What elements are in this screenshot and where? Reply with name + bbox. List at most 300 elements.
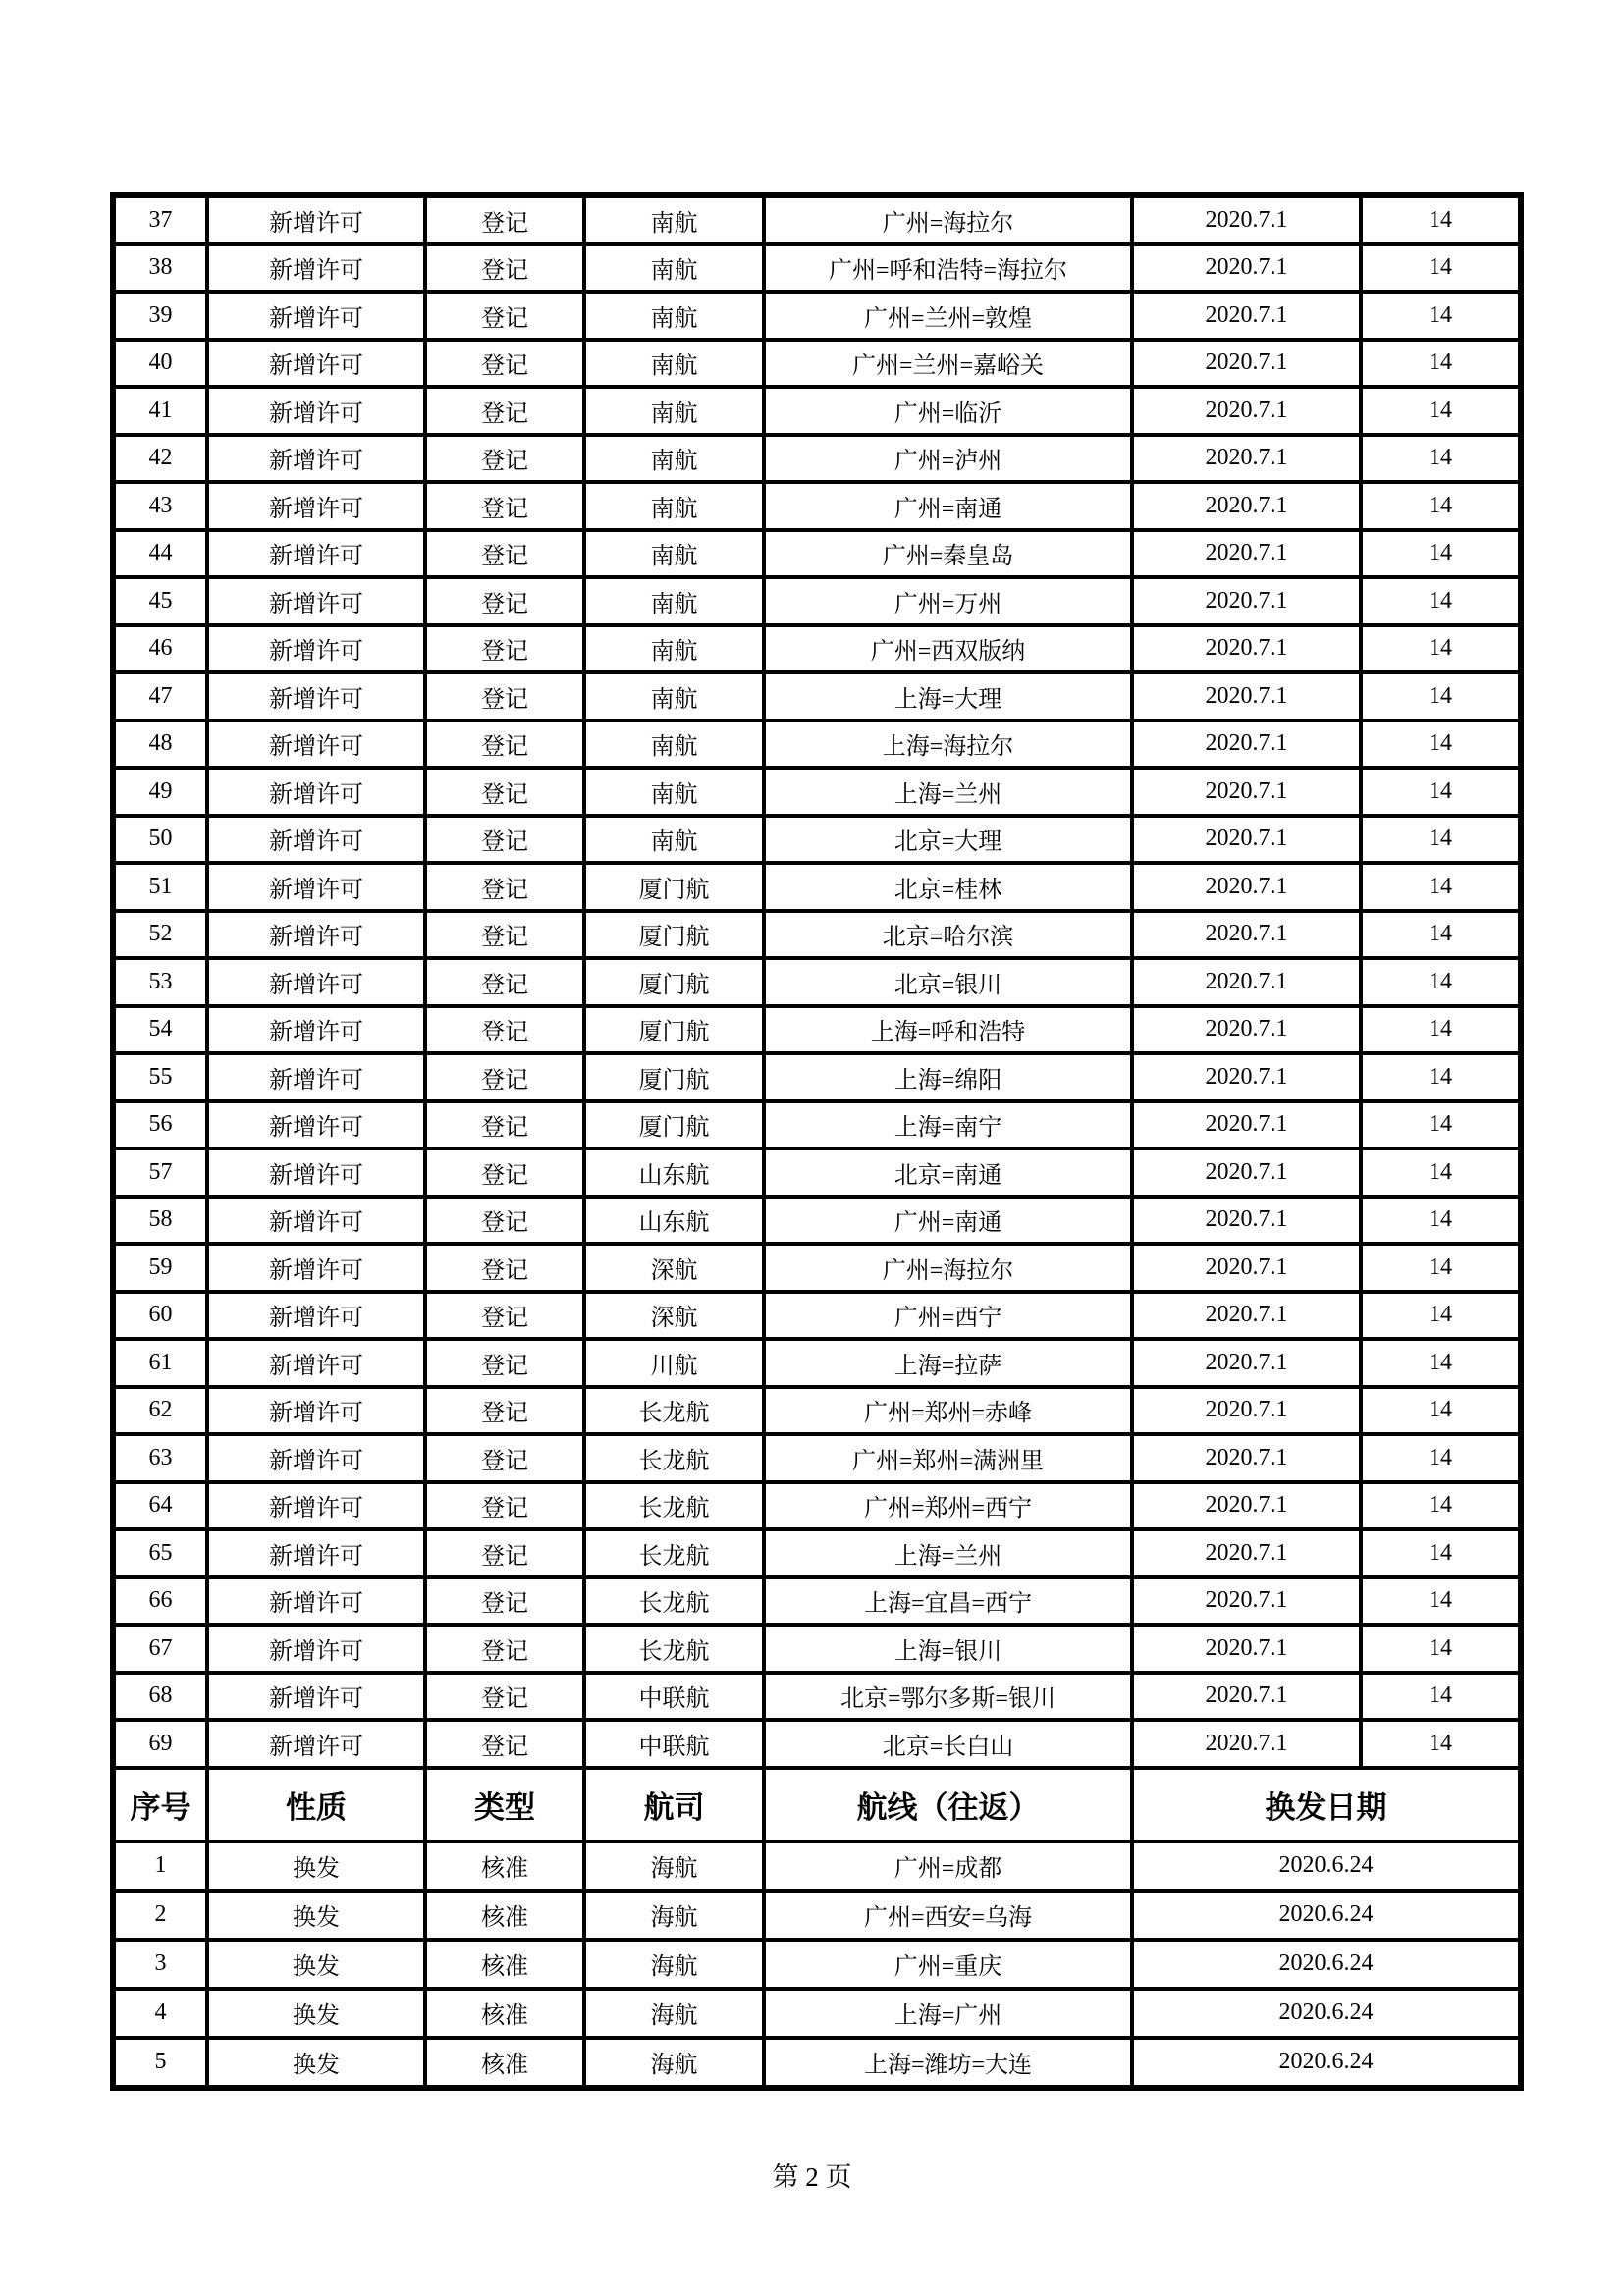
cell-date: 2020.7.1	[1132, 292, 1361, 340]
cell-route: 广州=万州	[764, 577, 1132, 625]
table-row	[113, 2038, 1521, 2088]
cell-date: 2020.6.24	[1132, 1842, 1521, 1891]
cell-airline: 海航	[584, 2038, 764, 2088]
cell-days: 14	[1361, 1006, 1521, 1054]
cell-seq: 50	[113, 816, 207, 864]
cell-seq: 49	[113, 768, 207, 816]
table-row	[113, 482, 1521, 530]
cell-days: 14	[1361, 387, 1521, 435]
cell-nature: 新增许可	[207, 911, 425, 959]
cell-airline: 中联航	[584, 1673, 764, 1721]
cell-seq: 58	[113, 1197, 207, 1245]
cell-airline: 南航	[584, 721, 764, 769]
table-row	[113, 1989, 1521, 2038]
cell-days: 14	[1361, 721, 1521, 769]
cell-nature: 新增许可	[207, 816, 425, 864]
cell-days: 14	[1361, 1148, 1521, 1197]
cell-seq: 64	[113, 1482, 207, 1530]
cell-date: 2020.7.1	[1132, 1673, 1361, 1721]
cell-route: 北京=鄂尔多斯=银川	[764, 1673, 1132, 1721]
cell-airline: 南航	[584, 195, 764, 244]
page-number: 第 2 页	[772, 2163, 852, 2192]
cell-airline: 长龙航	[584, 1529, 764, 1577]
cell-days: 14	[1361, 435, 1521, 483]
cell-airline: 南航	[584, 672, 764, 721]
cell-airline: 厦门航	[584, 1053, 764, 1101]
cell-type: 登记	[425, 482, 584, 530]
cell-date: 2020.7.1	[1132, 1292, 1361, 1340]
cell-airline: 海航	[584, 1891, 764, 1940]
cell-seq: 67	[113, 1625, 207, 1673]
cell-days: 14	[1361, 625, 1521, 673]
cell-nature: 换发	[207, 1891, 425, 1940]
cell-type: 登记	[425, 577, 584, 625]
cell-route: 上海=绵阳	[764, 1053, 1132, 1101]
cell-route: 广州=海拉尔	[764, 1244, 1132, 1292]
cell-nature: 换发	[207, 1989, 425, 2038]
cell-seq: 45	[113, 577, 207, 625]
cell-nature: 新增许可	[207, 340, 425, 388]
cell-date: 2020.7.1	[1132, 1720, 1361, 1768]
cell-days: 14	[1361, 244, 1521, 293]
cell-date: 2020.7.1	[1132, 1387, 1361, 1435]
table-row	[113, 1577, 1521, 1626]
table-row	[113, 195, 1521, 244]
cell-type: 登记	[425, 721, 584, 769]
cell-days: 14	[1361, 1720, 1521, 1768]
cell-type: 登记	[425, 1292, 584, 1340]
cell-route: 上海=南宁	[764, 1101, 1132, 1149]
cell-type: 核准	[425, 1891, 584, 1940]
cell-seq: 52	[113, 911, 207, 959]
cell-seq: 66	[113, 1577, 207, 1626]
cell-type: 核准	[425, 1842, 584, 1891]
table-row	[113, 1482, 1521, 1530]
cell-nature: 新增许可	[207, 435, 425, 483]
cell-airline: 长龙航	[584, 1387, 764, 1435]
table-row	[113, 435, 1521, 483]
cell-nature: 新增许可	[207, 768, 425, 816]
header-row	[113, 1768, 1521, 1842]
table-row	[113, 1891, 1521, 1940]
cell-route: 广州=成都	[764, 1842, 1132, 1891]
cell-seq: 41	[113, 387, 207, 435]
cell-nature: 新增许可	[207, 1387, 425, 1435]
header-route: 航线（往返）	[764, 1768, 1132, 1842]
cell-seq: 5	[113, 2038, 207, 2088]
cell-nature: 新增许可	[207, 1673, 425, 1721]
cell-route: 广州=南通	[764, 482, 1132, 530]
cell-type: 登记	[425, 1625, 584, 1673]
cell-days: 14	[1361, 1053, 1521, 1101]
cell-date: 2020.7.1	[1132, 721, 1361, 769]
cell-date: 2020.7.1	[1132, 911, 1361, 959]
cell-type: 登记	[425, 958, 584, 1006]
cell-seq: 47	[113, 672, 207, 721]
cell-type: 核准	[425, 1940, 584, 1989]
cell-route: 北京=长白山	[764, 1720, 1132, 1768]
cell-seq: 39	[113, 292, 207, 340]
cell-type: 登记	[425, 1673, 584, 1721]
cell-airline: 长龙航	[584, 1434, 764, 1482]
cell-date: 2020.7.1	[1132, 625, 1361, 673]
table-row	[113, 1053, 1521, 1101]
cell-seq: 68	[113, 1673, 207, 1721]
cell-type: 登记	[425, 1244, 584, 1292]
cell-date: 2020.7.1	[1132, 1339, 1361, 1387]
cell-days: 14	[1361, 530, 1521, 578]
cell-days: 14	[1361, 816, 1521, 864]
cell-nature: 新增许可	[207, 1148, 425, 1197]
cell-date: 2020.7.1	[1132, 435, 1361, 483]
cell-route: 上海=大理	[764, 672, 1132, 721]
cell-days: 14	[1361, 1673, 1521, 1721]
cell-nature: 新增许可	[207, 1339, 425, 1387]
header-nature: 性质	[207, 1768, 425, 1842]
cell-seq: 43	[113, 482, 207, 530]
cell-nature: 新增许可	[207, 672, 425, 721]
cell-nature: 新增许可	[207, 1434, 425, 1482]
cell-days: 14	[1361, 577, 1521, 625]
cell-airline: 南航	[584, 292, 764, 340]
table-row	[113, 911, 1521, 959]
cell-airline: 南航	[584, 435, 764, 483]
cell-nature: 新增许可	[207, 1101, 425, 1149]
cell-type: 登记	[425, 1482, 584, 1530]
cell-date: 2020.7.1	[1132, 1244, 1361, 1292]
cell-type: 登记	[425, 1434, 584, 1482]
cell-days: 14	[1361, 1244, 1521, 1292]
cell-route: 上海=呼和浩特	[764, 1006, 1132, 1054]
table-row	[113, 530, 1521, 578]
cell-route: 广州=南通	[764, 1197, 1132, 1245]
cell-date: 2020.6.24	[1132, 1989, 1521, 2038]
cell-type: 登记	[425, 1339, 584, 1387]
cell-airline: 长龙航	[584, 1625, 764, 1673]
cell-date: 2020.6.24	[1132, 2038, 1521, 2088]
cell-date: 2020.7.1	[1132, 195, 1361, 244]
cell-seq: 63	[113, 1434, 207, 1482]
cell-seq: 59	[113, 1244, 207, 1292]
cell-nature: 新增许可	[207, 244, 425, 293]
cell-date: 2020.7.1	[1132, 1148, 1361, 1197]
cell-route: 广州=兰州=嘉峪关	[764, 340, 1132, 388]
cell-date: 2020.7.1	[1132, 958, 1361, 1006]
header-airline: 航司	[584, 1768, 764, 1842]
cell-nature: 新增许可	[207, 721, 425, 769]
cell-type: 登记	[425, 195, 584, 244]
table-row	[113, 1387, 1521, 1435]
cell-airline: 中联航	[584, 1720, 764, 1768]
cell-airline: 厦门航	[584, 958, 764, 1006]
cell-date: 2020.7.1	[1132, 1482, 1361, 1530]
cell-nature: 换发	[207, 1940, 425, 1989]
cell-type: 登记	[425, 863, 584, 911]
cell-route: 上海=银川	[764, 1625, 1132, 1673]
cell-route: 广州=西宁	[764, 1292, 1132, 1340]
table-row	[113, 1292, 1521, 1340]
cell-days: 14	[1361, 195, 1521, 244]
cell-airline: 海航	[584, 1989, 764, 2038]
cell-nature: 新增许可	[207, 577, 425, 625]
cell-route: 北京=南通	[764, 1148, 1132, 1197]
cell-days: 14	[1361, 911, 1521, 959]
cell-airline: 南航	[584, 530, 764, 578]
table-row	[113, 672, 1521, 721]
table-row	[113, 1720, 1521, 1768]
cell-route: 广州=郑州=满洲里	[764, 1434, 1132, 1482]
cell-route: 上海=兰州	[764, 1529, 1132, 1577]
cell-date: 2020.7.1	[1132, 672, 1361, 721]
cell-route: 上海=海拉尔	[764, 721, 1132, 769]
cell-route: 广州=秦皇岛	[764, 530, 1132, 578]
header-seq: 序号	[113, 1768, 207, 1842]
cell-seq: 1	[113, 1842, 207, 1891]
cell-airline: 南航	[584, 387, 764, 435]
cell-seq: 42	[113, 435, 207, 483]
cell-airline: 厦门航	[584, 911, 764, 959]
table-row	[113, 863, 1521, 911]
cell-days: 14	[1361, 1482, 1521, 1530]
cell-seq: 56	[113, 1101, 207, 1149]
cell-seq: 53	[113, 958, 207, 1006]
cell-days: 14	[1361, 768, 1521, 816]
cell-date: 2020.7.1	[1132, 577, 1361, 625]
cell-route: 北京=大理	[764, 816, 1132, 864]
cell-type: 登记	[425, 768, 584, 816]
cell-seq: 40	[113, 340, 207, 388]
cell-seq: 62	[113, 1387, 207, 1435]
cell-date: 2020.7.1	[1132, 482, 1361, 530]
table-row	[113, 1673, 1521, 1721]
table-row	[113, 768, 1521, 816]
cell-airline: 山东航	[584, 1148, 764, 1197]
cell-days: 14	[1361, 863, 1521, 911]
cell-seq: 2	[113, 1891, 207, 1940]
cell-route: 广州=呼和浩特=海拉尔	[764, 244, 1132, 293]
cell-seq: 51	[113, 863, 207, 911]
cell-type: 登记	[425, 1720, 584, 1768]
cell-route: 广州=海拉尔	[764, 195, 1132, 244]
table-row	[113, 292, 1521, 340]
cell-date: 2020.7.1	[1132, 387, 1361, 435]
cell-seq: 48	[113, 721, 207, 769]
cell-route: 上海=拉萨	[764, 1339, 1132, 1387]
table-row	[113, 625, 1521, 673]
table-row	[113, 958, 1521, 1006]
cell-seq: 54	[113, 1006, 207, 1054]
cell-days: 14	[1361, 1339, 1521, 1387]
cell-airline: 深航	[584, 1292, 764, 1340]
cell-days: 14	[1361, 292, 1521, 340]
cell-type: 核准	[425, 2038, 584, 2088]
header-reissue-date: 换发日期	[1132, 1768, 1521, 1842]
reissue-section	[113, 1842, 1521, 2088]
table-row	[113, 1244, 1521, 1292]
cell-date: 2020.6.24	[1132, 1940, 1521, 1989]
cell-nature: 新增许可	[207, 625, 425, 673]
cell-date: 2020.7.1	[1132, 816, 1361, 864]
cell-days: 14	[1361, 1625, 1521, 1673]
cell-nature: 换发	[207, 2038, 425, 2088]
table-row	[113, 1529, 1521, 1577]
cell-route: 北京=桂林	[764, 863, 1132, 911]
cell-airline: 南航	[584, 816, 764, 864]
cell-nature: 新增许可	[207, 863, 425, 911]
cell-days: 14	[1361, 482, 1521, 530]
cell-seq: 69	[113, 1720, 207, 1768]
cell-date: 2020.6.24	[1132, 1891, 1521, 1940]
cell-route: 广州=西安=乌海	[764, 1891, 1132, 1940]
table-row	[113, 244, 1521, 293]
cell-type: 登记	[425, 435, 584, 483]
table-row	[113, 1940, 1521, 1989]
table-row	[113, 1006, 1521, 1054]
cell-seq: 38	[113, 244, 207, 293]
cell-nature: 新增许可	[207, 1577, 425, 1626]
cell-nature: 新增许可	[207, 1053, 425, 1101]
cell-seq: 55	[113, 1053, 207, 1101]
cell-route: 上海=宜昌=西宁	[764, 1577, 1132, 1626]
cell-airline: 南航	[584, 482, 764, 530]
cell-seq: 44	[113, 530, 207, 578]
cell-nature: 新增许可	[207, 1625, 425, 1673]
cell-date: 2020.7.1	[1132, 768, 1361, 816]
table-row	[113, 1101, 1521, 1149]
cell-days: 14	[1361, 1577, 1521, 1626]
cell-nature: 新增许可	[207, 482, 425, 530]
cell-type: 登记	[425, 387, 584, 435]
cell-type: 登记	[425, 625, 584, 673]
cell-nature: 新增许可	[207, 292, 425, 340]
cell-nature: 新增许可	[207, 195, 425, 244]
cell-nature: 新增许可	[207, 1006, 425, 1054]
cell-route: 上海=广州	[764, 1989, 1132, 2038]
cell-type: 登记	[425, 292, 584, 340]
cell-date: 2020.7.1	[1132, 1197, 1361, 1245]
cell-nature: 新增许可	[207, 387, 425, 435]
new-permit-section	[113, 195, 1521, 1768]
cell-nature: 新增许可	[207, 1292, 425, 1340]
cell-date: 2020.7.1	[1132, 244, 1361, 293]
table-row	[113, 721, 1521, 769]
cell-date: 2020.7.1	[1132, 1053, 1361, 1101]
cell-route: 北京=哈尔滨	[764, 911, 1132, 959]
cell-route: 广州=郑州=赤峰	[764, 1387, 1132, 1435]
cell-seq: 65	[113, 1529, 207, 1577]
cell-airline: 海航	[584, 1940, 764, 1989]
cell-type: 登记	[425, 1148, 584, 1197]
cell-type: 登记	[425, 911, 584, 959]
cell-type: 登记	[425, 816, 584, 864]
cell-airline: 厦门航	[584, 1101, 764, 1149]
cell-airline: 南航	[584, 625, 764, 673]
table-row	[113, 340, 1521, 388]
cell-seq: 37	[113, 195, 207, 244]
table-row	[113, 1842, 1521, 1891]
cell-days: 14	[1361, 1529, 1521, 1577]
cell-airline: 南航	[584, 244, 764, 293]
table-row	[113, 1625, 1521, 1673]
cell-date: 2020.7.1	[1132, 1006, 1361, 1054]
cell-type: 登记	[425, 1006, 584, 1054]
flight-route-permit-table	[110, 192, 1524, 2091]
cell-nature: 新增许可	[207, 958, 425, 1006]
cell-nature: 新增许可	[207, 1529, 425, 1577]
cell-airline: 山东航	[584, 1197, 764, 1245]
cell-days: 14	[1361, 340, 1521, 388]
cell-nature: 新增许可	[207, 1720, 425, 1768]
cell-days: 14	[1361, 958, 1521, 1006]
cell-route: 广州=郑州=西宁	[764, 1482, 1132, 1530]
header-type: 类型	[425, 1768, 584, 1842]
cell-airline: 厦门航	[584, 1006, 764, 1054]
cell-type: 登记	[425, 340, 584, 388]
cell-route: 广州=临沂	[764, 387, 1132, 435]
cell-date: 2020.7.1	[1132, 340, 1361, 388]
cell-route: 北京=银川	[764, 958, 1132, 1006]
cell-airline: 厦门航	[584, 863, 764, 911]
cell-route: 广州=重庆	[764, 1940, 1132, 1989]
cell-type: 登记	[425, 1101, 584, 1149]
cell-airline: 长龙航	[584, 1577, 764, 1626]
cell-days: 14	[1361, 1434, 1521, 1482]
cell-type: 登记	[425, 1577, 584, 1626]
cell-seq: 61	[113, 1339, 207, 1387]
cell-route: 广州=泸州	[764, 435, 1132, 483]
cell-nature: 换发	[207, 1842, 425, 1891]
cell-airline: 南航	[584, 577, 764, 625]
cell-date: 2020.7.1	[1132, 1625, 1361, 1673]
cell-type: 登记	[425, 530, 584, 578]
cell-seq: 4	[113, 1989, 207, 2038]
cell-date: 2020.7.1	[1132, 1529, 1361, 1577]
table-row	[113, 1148, 1521, 1197]
cell-type: 登记	[425, 1053, 584, 1101]
cell-days: 14	[1361, 1292, 1521, 1340]
cell-type: 登记	[425, 672, 584, 721]
table-row	[113, 577, 1521, 625]
cell-route: 广州=兰州=敦煌	[764, 292, 1132, 340]
cell-route: 广州=西双版纳	[764, 625, 1132, 673]
cell-seq: 60	[113, 1292, 207, 1340]
cell-type: 核准	[425, 1989, 584, 2038]
cell-airline: 长龙航	[584, 1482, 764, 1530]
cell-days: 14	[1361, 1101, 1521, 1149]
cell-date: 2020.7.1	[1132, 1101, 1361, 1149]
cell-airline: 川航	[584, 1339, 764, 1387]
cell-date: 2020.7.1	[1132, 1577, 1361, 1626]
table-row	[113, 816, 1521, 864]
cell-date: 2020.7.1	[1132, 863, 1361, 911]
cell-date: 2020.7.1	[1132, 530, 1361, 578]
table-row	[113, 1434, 1521, 1482]
cell-type: 登记	[425, 244, 584, 293]
cell-nature: 新增许可	[207, 530, 425, 578]
cell-seq: 57	[113, 1148, 207, 1197]
table-row	[113, 387, 1521, 435]
cell-route: 上海=潍坊=大连	[764, 2038, 1132, 2088]
cell-nature: 新增许可	[207, 1482, 425, 1530]
cell-type: 登记	[425, 1529, 584, 1577]
cell-seq: 3	[113, 1940, 207, 1989]
table-row	[113, 1339, 1521, 1387]
cell-type: 登记	[425, 1197, 584, 1245]
cell-airline: 南航	[584, 340, 764, 388]
cell-days: 14	[1361, 1197, 1521, 1245]
cell-type: 登记	[425, 1387, 584, 1435]
cell-route: 上海=兰州	[764, 768, 1132, 816]
